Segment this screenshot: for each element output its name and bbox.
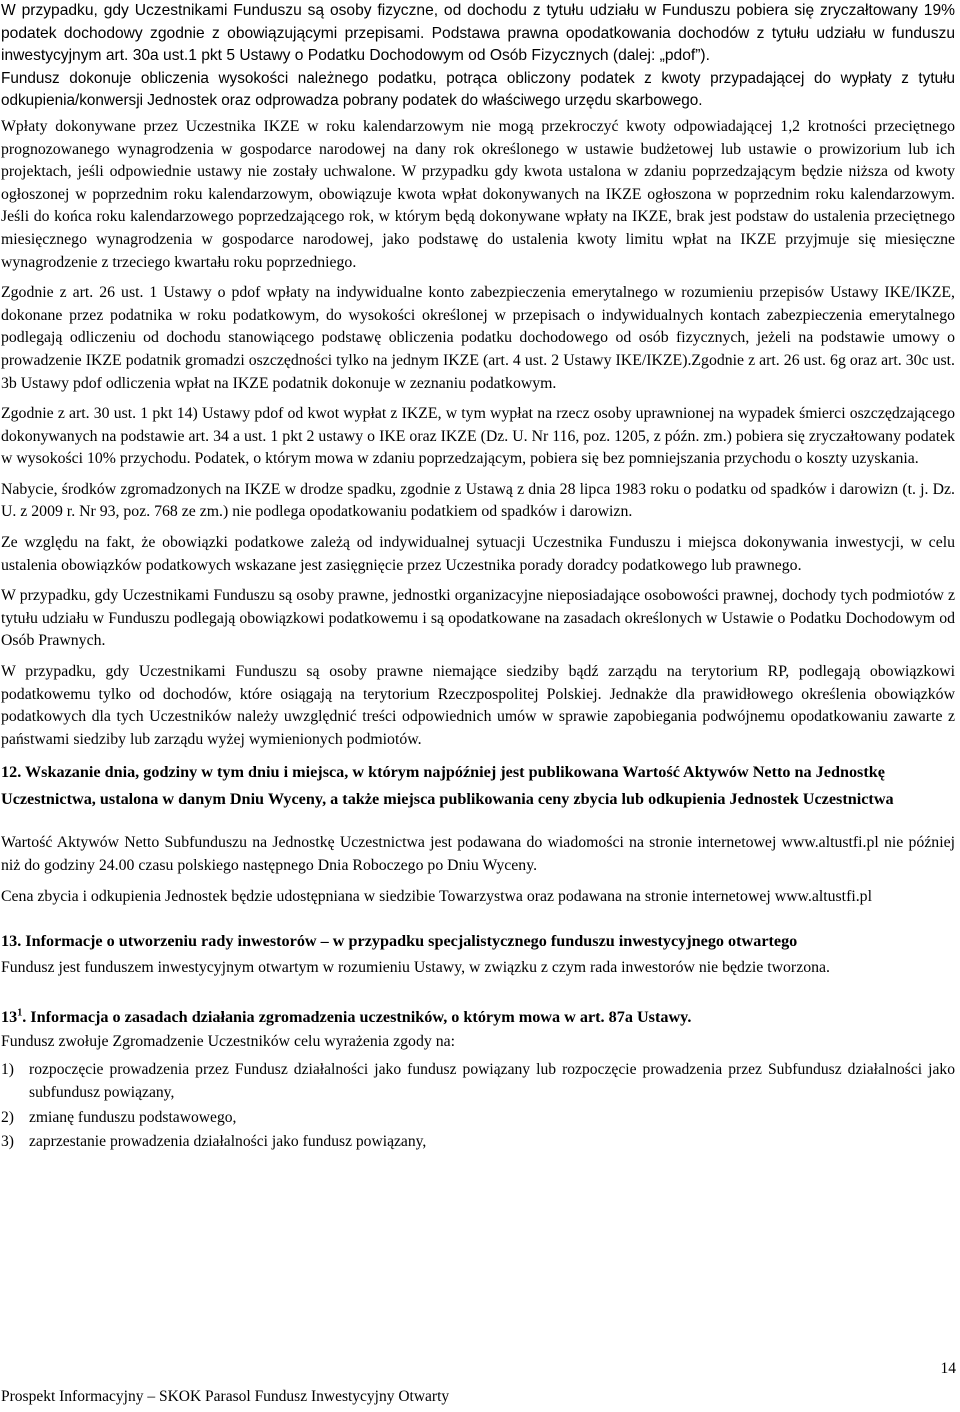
consent-list: [1, 1059, 955, 1153]
list-item-text: rozpoczęcie prowadzenia przez Fundusz działalności jako fundusz powiązany lub rozpoczęcie prowadzenia przez Subfundusz działalności jako subfundusz powiązany,: [29, 1061, 955, 1101]
section-12-heading: 12. Wskazanie dnia, godziny w tym dniu i miejsca, w którym najpóźniej jest publikowana Wartość Aktywów Netto na Jednostkę Uczestnictwa, ustalona w danym Dniu Wyceny, a także miejsca publikowania ceny zbycia lub odkupienia Jednostek Uczestnictwa: [1, 763, 894, 808]
paragraph-ikze-deduction: Zgodnie z art. 26 ust. 1 Ustawy o pdof wpłaty na indywidualne konto zabezpieczenia emerytalnego w rozumieniu przepisów Ustawy IKE/IKZE, dokonane przez podatnika w roku podatkowym, do wysokości określonej w przepisach o indywidualnych kontach zabezpieczenia emerytalnego podlegają odliczeniu od dochodu stanowiącego podstawę obliczenia podatku dochodowego od osób fizycznych, jeżeli na podstawie umowy o prowadzenie IKZE podatnik gromadzi oszczędności tylko na jednym IKZE (art. 4 ust. 2 Ustawy IKE/IKZE).Zgodnie z art. 26 ust. 6g oraz art. 30c ust. 3b Ustawy pdof odliczenia wpłat na IKZE podatnik dokonuje w zeznaniu podatkowym.: [1, 284, 955, 392]
section-12-price-publication: Cena zbycia i odkupienia Jednostek będzie udostępniana w siedzibie Towarzystwa oraz podawana na stronie internetowej www.altustfi.pl: [1, 887, 872, 905]
list-item: [1, 1059, 955, 1104]
list-item: [1, 1107, 955, 1130]
paragraph-foreign-legal-persons: W przypadku, gdy Uczestnikami Funduszu są osoby prawne niemające siedziby bądź zarządu na terytorium RP, podlegają obowiązkowi podatkowemu tylko od dochodów, które osiągają na terytorium Rzeczpospolitej Polskiej. Jednakże dla prawidłowego określenia obowiązków podatkowych dla tych Uczestników należy uwzględnić treści odpowiednich umów w sprawie zapobiegania podwójnemu opodatkowaniu zawarte z państwami siedziby lub zarządu wyżej wymienionych podmiotów.: [1, 663, 955, 748]
section-13-text: Fundusz jest funduszem inwestycyjnym otwartym w rozumieniu Ustawy, w związku z czym rada inwestorów nie będzie tworzona.: [1, 958, 830, 976]
section-13-heading: 13. Informacje o utworzeniu rady inwestorów – w przypadku specjalistycznego funduszu inwestycyjnego otwartego: [1, 932, 798, 951]
paragraph-legal-persons: W przypadku, gdy Uczestnikami Funduszu są osoby prawne, jednostki organizacyjne nieposiadające osobowości prawnej, dochody tych podmiotów z tytułu udziału w Funduszu podlegają obowiązkowi podatkowemu i są opodatkowane na zasadach określonych w Ustawie o Podatku Dochodowym od Osób Prawnych.: [1, 587, 955, 650]
paragraph-inheritance: Nabycie, środków zgromadzonych na IKZE w drodze spadku, zgodnie z Ustawą z dnia 28 lipca 1983 roku o podatku od spadków i darowizn (t. j. Dz. U. z 2009 r. Nr 93, poz. 768 ze zm.) nie podlega opodatkowaniu podatkiem od spadków i darowizn.: [1, 480, 955, 521]
section-13-1-title: . Informacja o zasadach działania zgromadzenia uczestników, o którym mowa w art. 87a Ustawy.: [22, 1008, 692, 1027]
section-13-1-superscript: 1: [17, 1007, 23, 1019]
paragraph-taxation-individuals: W przypadku, gdy Uczestnikami Funduszu są osoby fizyczne, od dochodu z tytułu udziału w Funduszu pobiera się zryczałtowany 19% podatek dochodowy zgodnie z obowiązującymi przepisami. Podstawa prawna opodatkowania dochodów z tytułu udziału w funduszu inwestycyjnym art. 30a ust.1 pkt 5 Ustawy o Podatku Dochodowym od Osób Fizycznych (dalej: „pdof”).: [1, 2, 955, 65]
page-number: 14: [940, 1360, 956, 1377]
section-12-nav-publication: Wartość Aktywów Netto Subfunduszu na Jednostkę Uczestnictwa jest podawana do wiadomości na stronie internetowej www.altustfi.pl nie później niż do godziny 24.00 czasu polskiego następnego Dnia Roboczego po Dniu Wyceny.: [1, 834, 955, 874]
section-13-1-number: 13: [1, 1008, 18, 1027]
list-item-number: 1): [1, 1061, 14, 1079]
list-item-text: zmianę funduszu podstawowego,: [29, 1108, 237, 1126]
section-13-1-heading: [1, 1004, 955, 1031]
section-13-1-intro: Fundusz zwołuje Zgromadzenie Uczestników celu wyrażenia zgody na:: [1, 1032, 455, 1050]
list-item-number: 2): [1, 1108, 14, 1126]
page-footer: Prospekt Informacyjny – SKOK Parasol Fundusz Inwestycyjny Otwarty: [1, 1388, 450, 1405]
paragraph-ikze-withdrawal-tax: Zgodnie z art. 30 ust. 1 pkt 14) Ustawy pdof od kwot wypłat z IKZE, w tym wypłat na rzecz osoby uprawnionej na wypadek śmierci oszczędzającego dokonywanych na podstawie art. 34 a ust. 1 pkt 2 ustawy o IKE oraz IKZE (Dz. U. Nr 116, poz. 1205, z późn. zm.) pobiera się zryczałtowany podatek w wysokości 10% przychodu. Podatek, o którym mowa w zdaniu poprzedzającym, pobiera się bez pomniejszania przychodu o koszty uzyskania.: [1, 405, 955, 468]
list-item-text: zaprzestanie prowadzenia działalności jako fundusz powiązany,: [29, 1133, 427, 1151]
list-item: [1, 1131, 955, 1154]
paragraph-ikze-limit: Wpłaty dokonywane przez Uczestnika IKZE w roku kalendarzowym nie mogą przekroczyć kwoty odpowiadającej 1,2 krotności przeciętnego prognozowanego wynagrodzenia w gospodarce narodowej na dany rok określonego w ustawie budżetowej lub ustawie o prowizorium lub ich projektach, jeśli odpowiednie ustawy nie zostały uchwalone. W przypadku gdy kwota ustalona w zdaniu poprzedzającym będzie niższa od kwoty ogłoszonej w poprzednim roku kalendarzowym, obowiązuje kwota wpłat dokonywanych na IKZE ogłoszona w poprzednim roku kalendarzowym. Jeśli do końca roku kalendarzowego poprzedzającego rok, w którym będą dokonywane wpłaty na IKZE, brak jest podstaw do ustalenia przeciętnego miesięcznego wynagrodzenia w gospodarce narodowej, jako podstawę do ustalenia kwoty limitu wpłat na IKZE przyjmuje się miesięczne wynagrodzenie z trzeciego kwartału roku poprzedniego.: [1, 117, 955, 271]
paragraph-tax-advice: Ze względu na fakt, że obowiązki podatkowe zależą od indywidualnej sytuacji Uczestnika Funduszu i miejsca dokonywania inwestycji, w celu ustalenia obowiązków podatkowych wskazane jest zasięgnięcie przez Uczestnika porady doradcy podatkowego lub prawnego.: [1, 534, 955, 574]
paragraph-tax-calculation: Fundusz dokonuje obliczenia wysokości należnego podatku, potrąca obliczony podatek z kwoty przypadającej do wypłaty z tytułu odkupienia/konwersji Jednostek oraz odprowadza pobrany podatek do właściwego urzędu skarbowego.: [1, 69, 955, 110]
page-content: [1, 0, 955, 1154]
list-item-number: 3): [1, 1133, 14, 1151]
